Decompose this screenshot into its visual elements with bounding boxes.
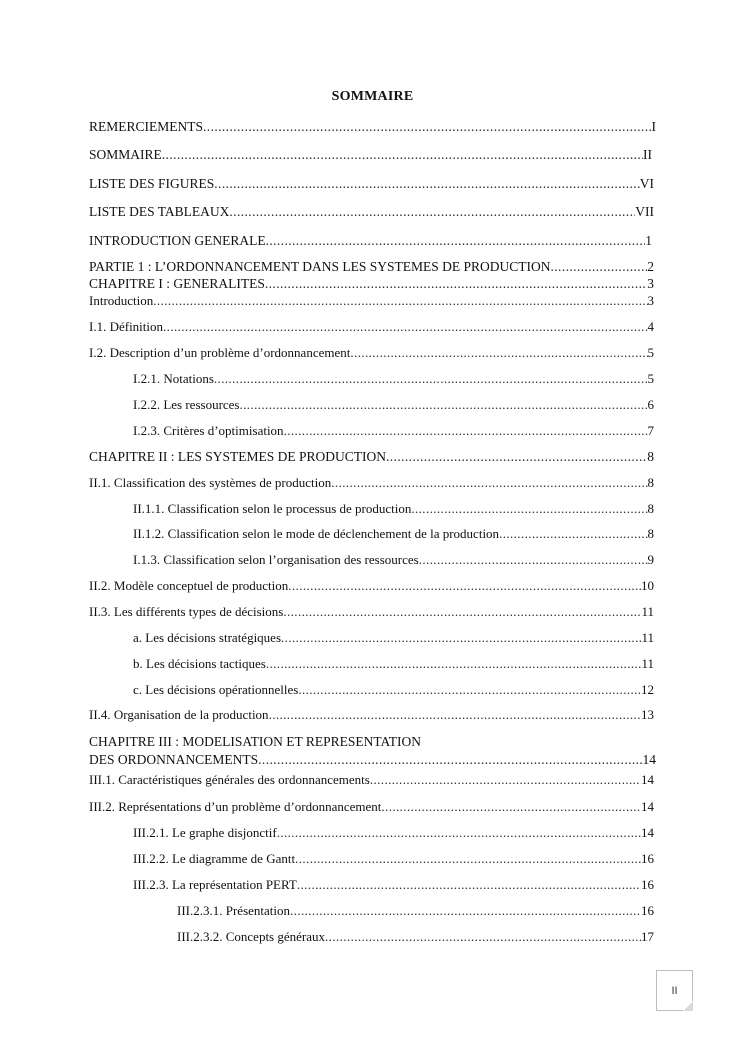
toc-entry-page: 10 bbox=[641, 578, 654, 593]
toc-entry-label: I.1.3. Classification selon l’organisation des ressources bbox=[133, 552, 419, 567]
toc-leader bbox=[350, 345, 647, 361]
toc-entry-label: I.2.1. Notations bbox=[133, 371, 214, 386]
toc-entry-page: 1 bbox=[645, 233, 652, 248]
toc-entry bbox=[89, 604, 654, 620]
toc-entry-page: 11 bbox=[641, 656, 654, 671]
toc-entry-label: CHAPITRE I : GENERALITES bbox=[89, 276, 265, 291]
toc-leader bbox=[281, 630, 641, 646]
toc-leader bbox=[265, 276, 647, 292]
toc-entry bbox=[89, 293, 654, 309]
toc-leader bbox=[277, 825, 641, 841]
toc-entry-page: 5 bbox=[647, 345, 654, 360]
toc-entry-page: II bbox=[643, 147, 652, 162]
toc-entry bbox=[89, 233, 652, 249]
toc-entry-label: II.1.1. Classification selon le processus de production bbox=[133, 501, 412, 516]
toc-entry-page: 11 bbox=[641, 604, 654, 619]
toc-entry-page: 14 bbox=[641, 799, 654, 814]
toc-entry-label: II.2. Modèle conceptuel de production bbox=[89, 578, 289, 593]
toc-entry-page: 14 bbox=[641, 772, 654, 787]
toc-entry-label: LISTE DES TABLEAUX bbox=[89, 204, 230, 219]
toc-entry bbox=[133, 397, 654, 413]
toc-entry bbox=[133, 877, 654, 893]
toc-leader bbox=[203, 119, 651, 135]
toc-entry bbox=[89, 119, 656, 135]
toc-entry-page: 16 bbox=[641, 851, 654, 866]
toc-entry bbox=[89, 578, 654, 594]
toc-entry-page: 2 bbox=[647, 259, 654, 274]
toc-entry bbox=[89, 772, 654, 788]
toc-leader bbox=[288, 578, 641, 594]
toc-leader bbox=[283, 604, 641, 620]
toc-entry-page: 16 bbox=[641, 877, 654, 892]
page-title: SOMMAIRE bbox=[331, 89, 414, 104]
toc-entry-page: 9 bbox=[647, 552, 654, 567]
toc-entry-label: c. Les décisions opérationnelles bbox=[133, 682, 299, 697]
toc-entry-label: REMERCIEMENTS bbox=[89, 119, 204, 134]
toc-entry bbox=[89, 176, 654, 192]
toc-entry bbox=[89, 752, 656, 768]
toc-entry bbox=[89, 799, 654, 815]
toc-leader bbox=[295, 851, 641, 867]
toc-leader bbox=[297, 877, 641, 893]
toc-entry-page: 3 bbox=[647, 276, 654, 291]
toc-leader bbox=[153, 293, 647, 309]
toc-entry-label: I.2.2. Les ressources bbox=[133, 397, 240, 412]
toc-leader bbox=[258, 752, 642, 768]
toc-entry-label: PARTIE 1 : L’ORDONNANCEMENT DANS LES SYSTEMES DE PRODUCTION bbox=[89, 259, 551, 274]
toc-leader bbox=[266, 656, 642, 672]
chapter-three-title: CHAPITRE III : MODELISATION ET REPRESENTATION bbox=[89, 734, 422, 749]
toc-entry-page: 13 bbox=[641, 707, 654, 722]
toc-entry-page: 8 bbox=[647, 501, 654, 516]
toc-entry bbox=[89, 319, 654, 335]
toc-entry-page: VI bbox=[639, 176, 654, 191]
toc-entry bbox=[133, 630, 654, 646]
toc-entry-page: 7 bbox=[647, 423, 654, 438]
toc-entry-page: 11 bbox=[641, 630, 654, 645]
toc-entry-label: DES ORDONNANCEMENTS bbox=[89, 752, 259, 767]
toc-entry bbox=[133, 526, 654, 542]
toc-entry-label: INTRODUCTION GENERALE bbox=[89, 233, 266, 248]
toc-entry bbox=[133, 682, 654, 698]
toc-leader bbox=[499, 526, 647, 542]
toc-entry bbox=[177, 903, 654, 919]
toc-entry-page: I bbox=[651, 119, 656, 134]
toc-leader bbox=[284, 423, 648, 439]
toc-entry-page: 3 bbox=[647, 293, 654, 308]
toc-leader bbox=[266, 233, 646, 249]
toc-entry-page: 4 bbox=[647, 319, 654, 334]
toc-entry bbox=[133, 552, 654, 568]
toc-entry bbox=[89, 707, 654, 723]
page-corner-fold-icon bbox=[683, 1001, 693, 1011]
toc-entry bbox=[133, 501, 654, 517]
toc-entry-label: I.2. Description d’un problème d’ordonnancement bbox=[89, 345, 351, 360]
toc-entry-label: II.1. Classification des systèmes de production bbox=[89, 475, 332, 490]
toc-entry-label: LISTE DES FIGURES bbox=[89, 176, 215, 191]
toc-leader bbox=[331, 475, 647, 491]
toc-entry-label: a. Les décisions stratégiques bbox=[133, 630, 282, 645]
toc-entry bbox=[133, 825, 654, 841]
toc-entry bbox=[177, 929, 654, 945]
toc-entry bbox=[133, 371, 654, 387]
toc-entry-label: III.2.1. Le graphe disjonctif bbox=[133, 825, 277, 840]
toc-entry-page: 17 bbox=[641, 929, 654, 944]
toc-leader bbox=[163, 319, 647, 335]
toc-entry-label: III.2.3.2. Concepts généraux bbox=[177, 929, 326, 944]
toc-leader bbox=[240, 397, 648, 413]
toc-leader bbox=[386, 449, 647, 465]
toc-leader bbox=[290, 903, 641, 919]
toc-entry-label: Introduction bbox=[89, 293, 154, 308]
toc-entry-label: III.2.2. Le diagramme de Gantt bbox=[133, 851, 296, 866]
toc-entry-page: 12 bbox=[641, 682, 654, 697]
toc-leader bbox=[162, 147, 643, 163]
toc-leader bbox=[269, 707, 641, 723]
toc-entry bbox=[89, 475, 654, 491]
toc-entry-page: 5 bbox=[647, 371, 654, 386]
toc-entry-page: 8 bbox=[647, 475, 654, 490]
toc-entry-label: II.4. Organisation de la production bbox=[89, 707, 269, 722]
toc-entry bbox=[89, 449, 654, 465]
toc-entry bbox=[89, 204, 654, 220]
toc-entry-page: 14 bbox=[641, 825, 654, 840]
toc-entry-label: III.2. Représentations d’un problème d’ordonnancement bbox=[89, 799, 382, 814]
toc-leader bbox=[214, 371, 648, 387]
toc-entry-page: 8 bbox=[647, 449, 654, 464]
toc-leader bbox=[298, 682, 641, 698]
toc-entry-page: 8 bbox=[647, 526, 654, 541]
toc-leader bbox=[370, 772, 641, 788]
toc-entry-label: II.1.2. Classification selon le mode de déclenchement de la production bbox=[133, 526, 500, 541]
toc-entry-label: III.2.3.1. Présentation bbox=[177, 903, 291, 918]
toc-entry bbox=[89, 147, 652, 163]
toc-leader bbox=[411, 501, 647, 517]
toc-entry-label: b. Les décisions tactiques bbox=[133, 656, 266, 671]
toc-leader bbox=[419, 552, 648, 568]
toc-entry-label: III.1. Caractéristiques générales des ordonnancements bbox=[89, 772, 370, 787]
toc-entry bbox=[133, 851, 654, 867]
toc-entry bbox=[133, 423, 654, 439]
page-number-box bbox=[656, 970, 693, 1011]
toc-entry bbox=[89, 259, 654, 275]
toc-entry-label: II.3. Les différents types de décisions bbox=[89, 604, 284, 619]
toc-entry-label: CHAPITRE II : LES SYSTEMES DE PRODUCTION bbox=[89, 449, 387, 464]
page-number: II bbox=[671, 984, 678, 997]
toc-leader bbox=[229, 204, 635, 220]
toc-leader bbox=[325, 929, 641, 945]
toc-leader bbox=[381, 799, 641, 815]
toc-leader bbox=[214, 176, 639, 192]
toc-entry-label: I.2.3. Critères d’optimisation bbox=[133, 423, 284, 438]
toc-entry bbox=[133, 656, 654, 672]
toc-entry bbox=[89, 276, 654, 292]
toc-entry-page: 14 bbox=[642, 752, 656, 767]
toc-entry-page: VII bbox=[635, 204, 654, 219]
toc-entry-label: I.1. Définition bbox=[89, 319, 164, 334]
toc-entry-page: 6 bbox=[647, 397, 654, 412]
toc-entry-label: III.2.3. La représentation PERT bbox=[133, 877, 297, 892]
toc-entry-page: 16 bbox=[641, 903, 654, 918]
toc-leader bbox=[550, 259, 647, 275]
toc-entry-label: SOMMAIRE bbox=[89, 147, 162, 162]
toc-entry bbox=[89, 345, 654, 361]
